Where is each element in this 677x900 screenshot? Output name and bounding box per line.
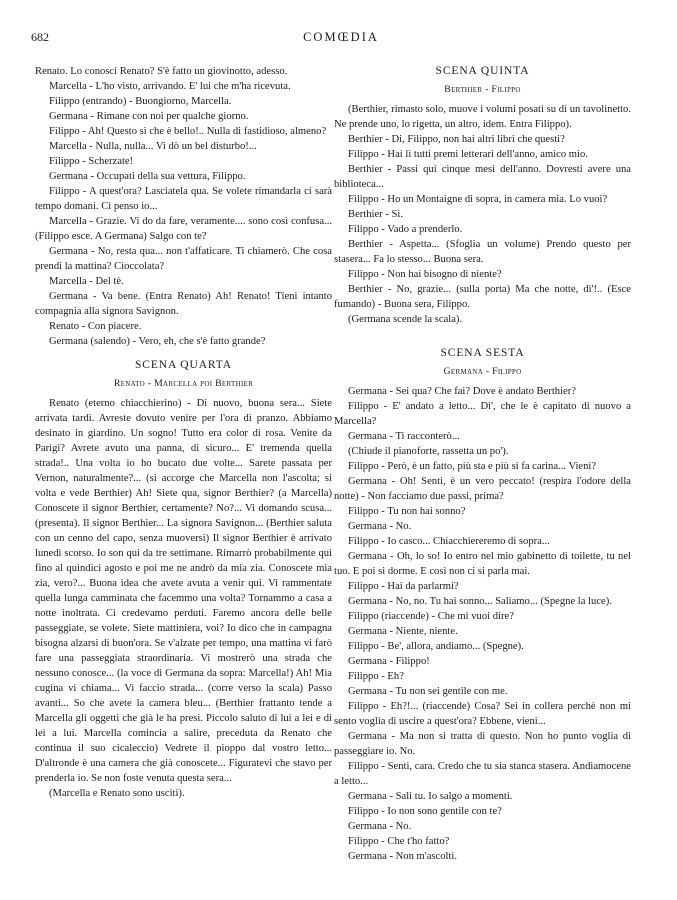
dialogue-line: Germana - Filippo! (348, 656, 430, 667)
dialogue-line: (Germana scende la scala). (348, 314, 463, 325)
dialogue-line: Berthier - No, grazie... (sulla porta) Ma che notte, di'!.. (Esce fumando) - Buona sera, Filippo. (334, 284, 631, 310)
dialogue-line: Filippo - E' andato a letto... Di', che le è capitato di nuovo a Marcella? (334, 401, 631, 427)
dialogue-line: Germana - Niente, niente. (348, 626, 458, 637)
dialogue-line: Filippo - Be', allora, andiamo... (Spegne). (348, 641, 524, 652)
dialogue-line: Filippo - Ho un Montaigne di sopra, in camera mia. Lo vuoi? (348, 194, 608, 205)
dialogue-line: Filippo - Senti, cara. Credo che tu sia stanca stasera. Andiamocene a letto... (334, 761, 631, 787)
dialogue-line: Berthier - Passi qui cinque mesi dell'anno. Dovresti avere una biblioteca... (334, 164, 631, 190)
dialogue-line: Filippo - Hai lì tutti premi letterari dell'anno, amico mio. (348, 149, 588, 160)
scene-sesta-text (334, 384, 631, 864)
dialogue-line: (Berthier, rimasto solo, muove i volumi posati su di un tavolinetto. Ne prende uno, lo rigetta, un altro, idem. Entra Filippo). (334, 104, 631, 130)
scene-title: SCENA QUINTA (435, 65, 530, 77)
scene-quinta-text (334, 102, 631, 327)
dialogue-line: Germana - Rimane con noi per qualche giorno. (49, 111, 249, 122)
dialogue-line: Renato. Lo conosci Renato? S'è fatto un giovinotto, adesso. (35, 66, 288, 77)
dialogue-line: Filippo - Però, è un fatto, più sta e più si fa carina... Vieni? (348, 461, 597, 472)
dialogue-line: Germana - Occupati della sua vettura, Filippo. (49, 171, 246, 182)
dialogue-line: Germana - Non m'ascolti. (348, 851, 457, 862)
dialogue-line: Germana - Tu non sei gentile con me. (348, 686, 508, 697)
dialogue-line: Filippo - Io casco... Chiacchiereremo di sopra... (348, 536, 550, 547)
dialogue-line: Berthier - Sì. (348, 209, 404, 220)
dialogue-line: Renato - Con piacere. (49, 321, 142, 332)
dialogue-line: Germana - Sei qua? Che fai? Dove è andato Berthier? (348, 386, 576, 397)
dialogue-line: Filippo - Eh?!... (riaccende) Cosa? Sei in collera perchè non mi sento voglia di uscire a quest'ora? Ebbene, vieni... (334, 701, 631, 727)
dialogue-line: Marcella - Nulla, nulla... Vi dò un bel disturbo!... (49, 141, 257, 152)
dialogue-line: Renato (eterno chiacchierino) - Di nuovo, buona sera... Siete arrivata tardi. Avreste dovuto venire per l'ora di pranzo. Abbiamo desinato in giardino. Un sogno! Tutto era color di rosa. Venite da Parigi? Avrete avuto una panna, di sicuro... E' tremenda quella strada!.. Una volta io ho bucato due volte... Sarete passata per Vernon, naturalmente?... (si accorge che Marcella non l'ascolta; si volta e vede Berthier) Ah! Siete qua, signor Berthier? (a Marcella) Conoscete il signor Berthier, certamente? No?... Vi domando scusa... (presenta). Il signor Berthier... La signora Savignon... (Berthier saluta con un cenno del capo, senza muoversi) Il signor Berthier è arrivato lunedì scorso. Io son qui da tre settimane. Rimarrò probabilmente qui fino al quindici agosto e poi me ne andrò da mia zia. Conoscete mia zia, vero?... Buona idea che avete avuta a venir qui. Vi rammentate quella lunga camminata che facemmo una volta? Tornammo a casa a notte inoltrata. Ci credevamo perduti. Faremo ancora delle belle passeggiate, se volete. Siete mattiniera, voi? Io dico che in campagna bisogna alzarsi di buon'ora. Se v'alzate per tempo, una mattina vi farò fare una passeggiata straordinaria. Vi mostrerò una strada che nessuno conosce... (la voce di Germana da sopra: Marcella!) Ah! Mia cugina vi chiama... Vi faccio strada... (corre verso la scala) Passo avanti... So che avete la camera bleu... (Berthier frattanto tende a Marcella gli oggetti che già le ha presi. Piccolo saluto di lui a lei e di lei a lui. Marcella comincia a salire, preceduta da Renato che continua il suo cicaleccio) Vedrete il pioppo dal vostro letto... D'altronde è una camera che già conoscete... Figuratevi che stavo per prenderla io. Se non foste venuta questa sera... (35, 398, 332, 784)
dialogue-line: Filippo - Ah! Questo sì che è bello!.. Nulla di fastidioso, almeno? (49, 126, 327, 137)
dialogue-line: Filippo - Scherzate! (49, 156, 134, 167)
dialogue-line: Germana - No, resta qua... non t'affaticare. Ti chiamerò. Che cosa prendi la mattina? Cioccolata? (35, 246, 332, 272)
dialogue-line: Marcella - Del tè. (49, 276, 124, 287)
dialogue-line: Berthier - Aspetta... (Sfoglia un volume) Prendo questo per stasera... Fa lo stesso... Buona sera. (334, 239, 631, 265)
dialogue-line: Filippo - Non hai bisogno di niente? (348, 269, 502, 280)
dialogue-line: Germana - No, no. Tu hai sonno... Saliamo... (Spegne la luce). (348, 596, 612, 607)
dialogue-line: Filippo - Hai da parlarmi? (348, 581, 459, 592)
dialogue-line: Marcella - Grazie. Vi do da fare, veramente.... sono così confusa... (Filippo esce. A Germana) Salgo con te? (35, 216, 332, 242)
dialogue-line: Filippo (entrando) - Buongiorno, Marcella. (49, 96, 232, 107)
scene-quarta-text (35, 396, 332, 801)
dialogue-line: Germana - Ti racconterò... (348, 431, 460, 442)
dialogue-line: Germana - No. (348, 521, 412, 532)
page-number: 682 (31, 30, 49, 44)
dialogue-line: Filippo (riaccende) - Che mi vuoi dire? (348, 611, 514, 622)
dialogue-line: Filippo - Tu non hai sonno? (348, 506, 466, 517)
dialogue-line: Filippo - Eh? (348, 671, 404, 682)
dialogue-block-continued (35, 64, 332, 349)
dialogue-line: Filippo - Che t'ho fatto? (348, 836, 450, 847)
dialogue-line: Germana - No. (348, 821, 412, 832)
dialogue-line: Filippo - Io non sono gentile con te? (348, 806, 502, 817)
dialogue-line: (Chiude il pianoforte, rassetta un po'). (348, 446, 509, 457)
dialogue-line: (Marcella e Renato sono usciti). (49, 788, 185, 799)
right-column (334, 64, 631, 864)
dialogue-line: Filippo - Vado a prenderlo. (348, 224, 463, 235)
dialogue-line: Filippo - A quest'ora? Lasciatela qua. Se volete rimandarla ci sarà tempo domani. Ci penso io... (35, 186, 332, 212)
dialogue-line: Marcella - L'ho visto, arrivando. E' lui che m'ha ricevuta. (49, 81, 291, 92)
scene-title: SCENA QUARTA (134, 359, 233, 371)
page-header (31, 30, 651, 50)
dialogue-line: Germana - Va bene. (Entra Renato) Ah! Renato! Tieni intanto compagnia alla signora Savignon. (35, 291, 332, 317)
dialogue-line: Germana - Oh! Senti, è un vero peccato! (respira l'odore della notte) - Non facciamo due passi, prima? (334, 476, 631, 502)
dialogue-line: Berthier - Di, Filippo, non hai altri libri che questi? (348, 134, 565, 145)
dialogue-line: Germana - Sali tu. Io salgo a momenti. (348, 791, 513, 802)
scene-characters: Germana - Filippo (443, 366, 522, 377)
scene-title: SCENA SESTA (440, 347, 525, 359)
scene-characters: Renato - Marcella poi Berthier (113, 378, 254, 389)
scene-characters: Berthier - Filippo (444, 84, 521, 95)
dialogue-line: Germana - Ma non si tratta di questo. Non ho punto voglia di passeggiare io. No. (334, 731, 631, 757)
left-column (35, 64, 332, 801)
running-title: COMŒDIA (303, 30, 379, 44)
dialogue-line: Germana - Oh, lo so! Io entro nel mio gabinetto di toilette, tu nel tuo. E poi si dorme. E così non ci si parla mai. (334, 551, 631, 577)
dialogue-line: Germana (salendo) - Vero, eh, che s'è fatto grande? (49, 336, 266, 347)
